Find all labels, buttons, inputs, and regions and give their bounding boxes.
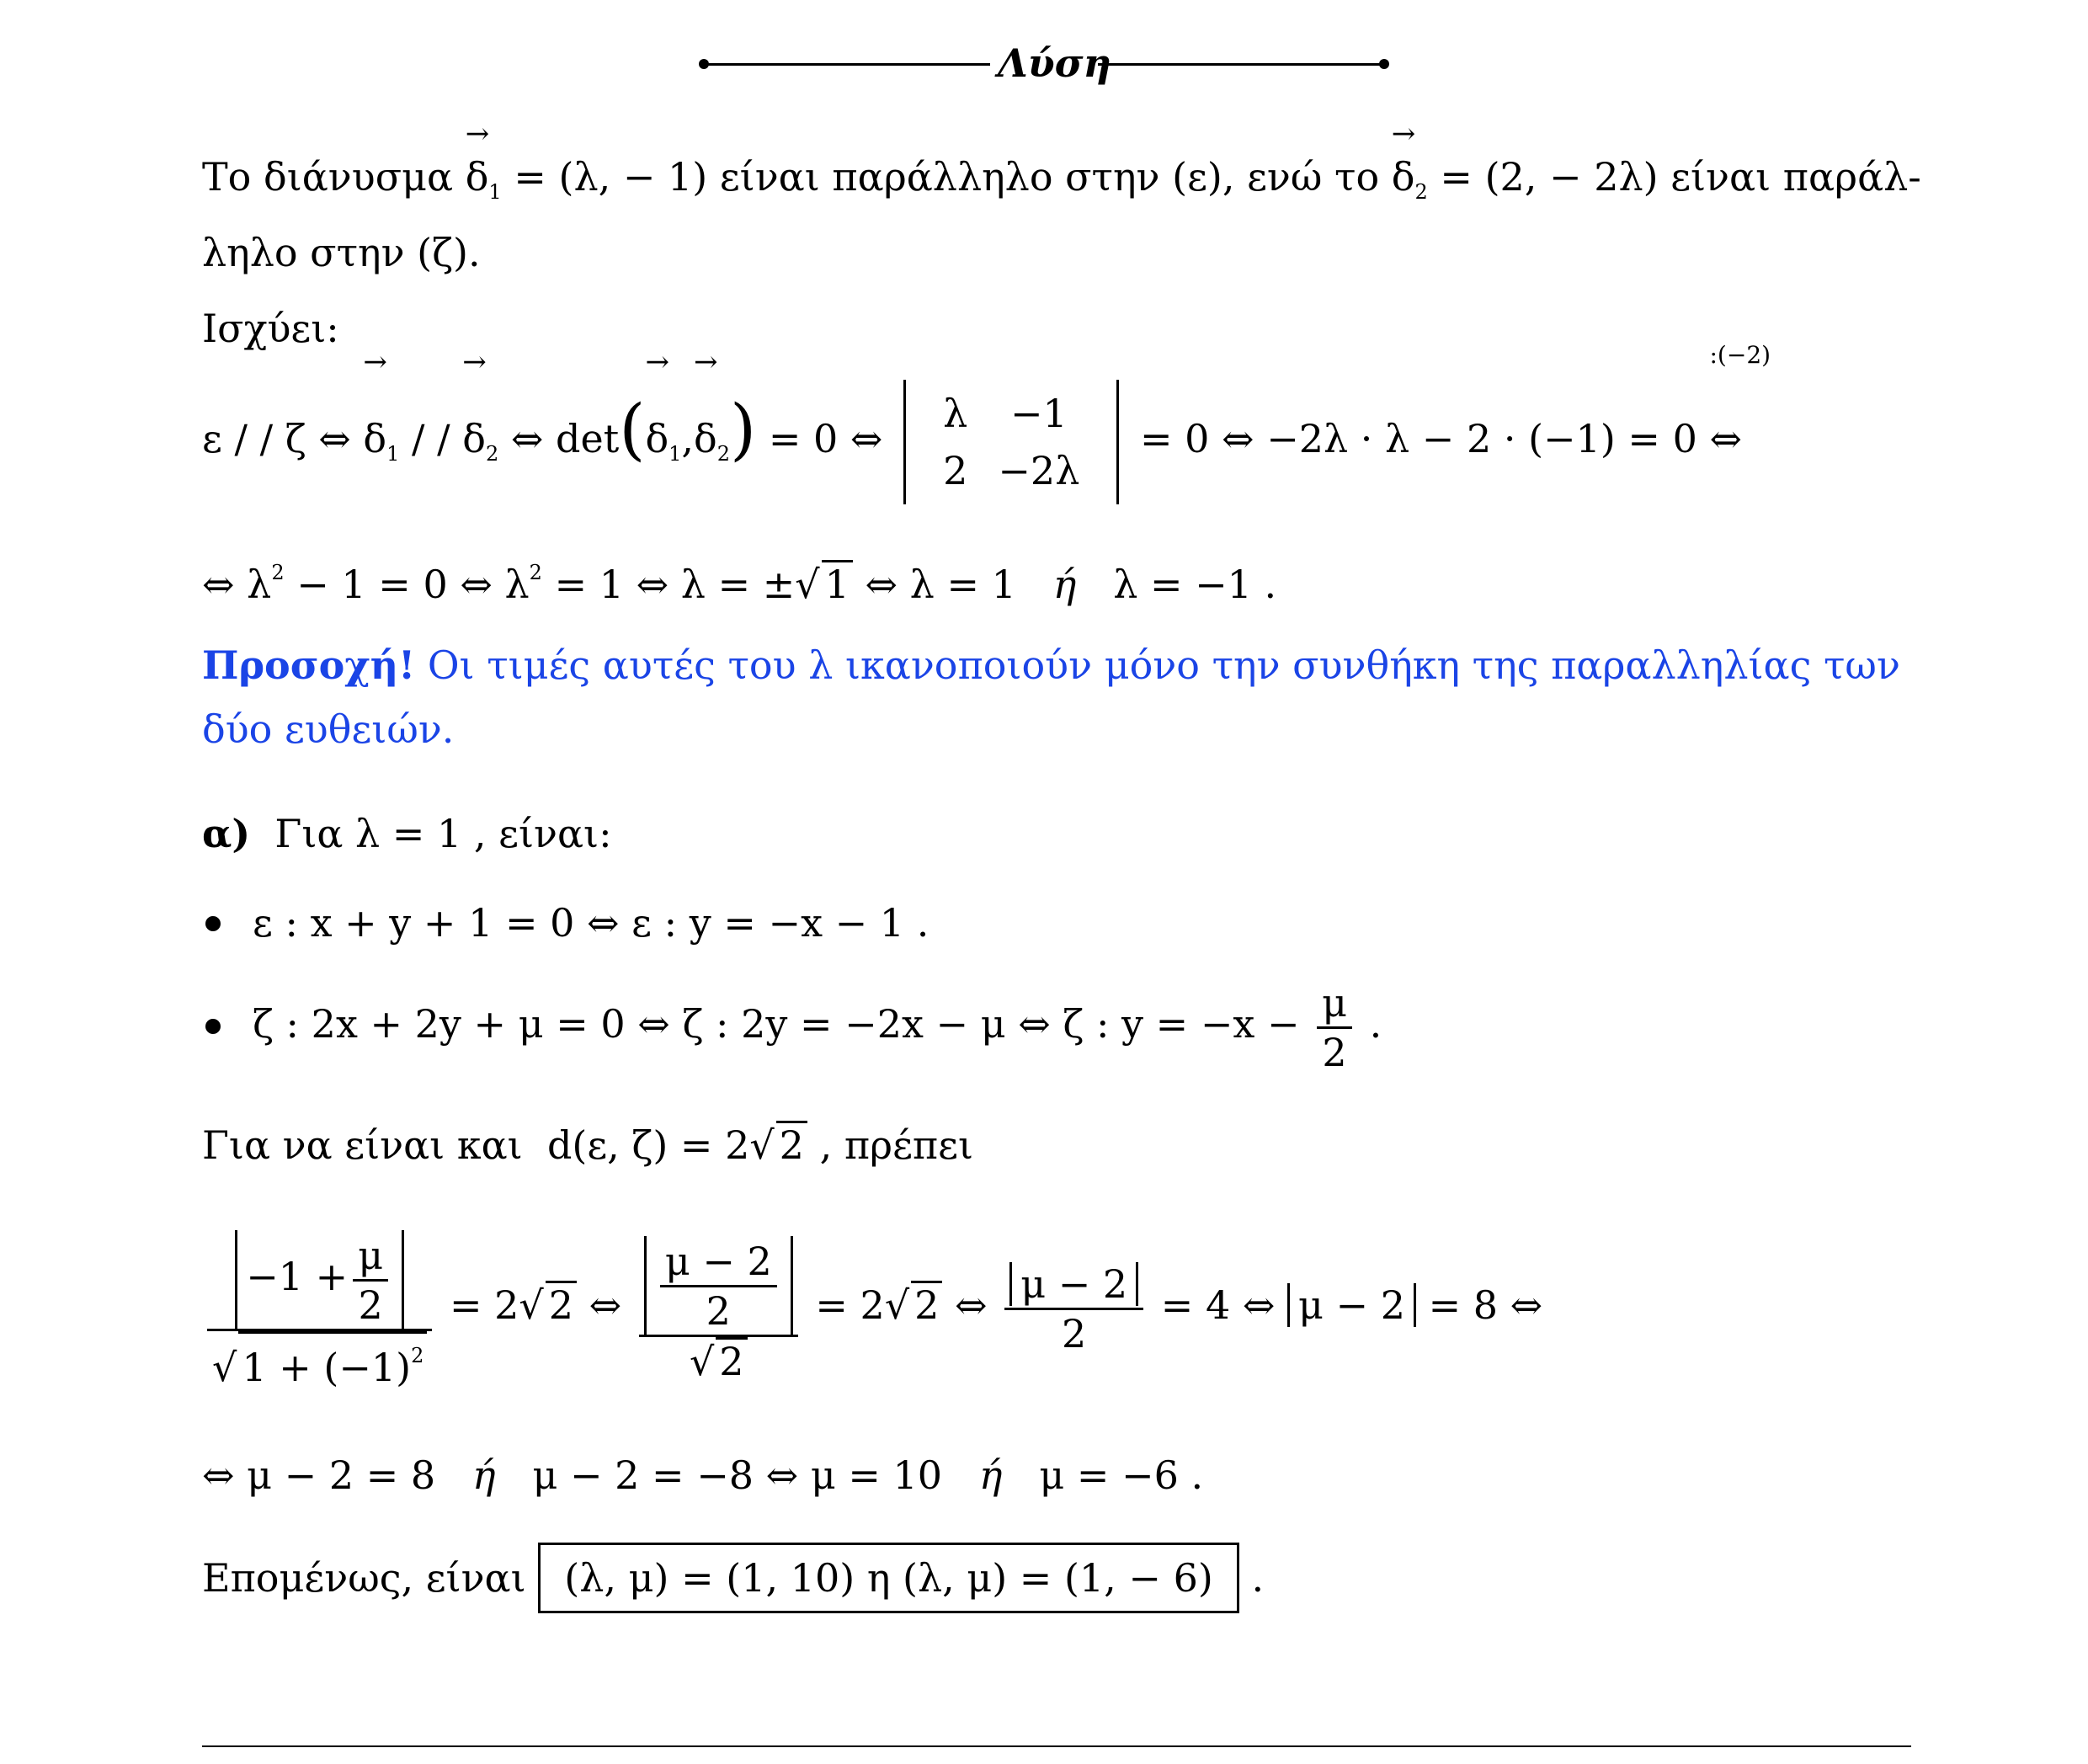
eq1-parallel: / /	[412, 416, 450, 461]
part-a-text: Για λ = 1 , είναι:	[274, 811, 612, 856]
f1-den: 1 + (−1)	[242, 1344, 412, 1390]
sqrt-radicand: 1	[822, 560, 853, 606]
det-open-paren: (	[619, 390, 646, 468]
eq1-start: ε / / ζ ⇔	[202, 416, 351, 461]
title-left-rule	[704, 63, 990, 66]
sqrt-sign: √	[212, 1344, 237, 1390]
distance-condition	[202, 1120, 973, 1170]
matrix-cell: 2	[943, 448, 968, 493]
eq4-or: ή	[978, 1452, 1003, 1498]
det-vector-d2: → $\delta_2$	[694, 380, 730, 513]
part-a	[202, 808, 612, 859]
eq1-divide-arrow: :(−2) ⇔	[1709, 341, 1771, 461]
sqrt-sign: √	[519, 1282, 544, 1328]
fraction-distance-formula: −1 + $\frac{\mu}{2}$ √ $1 + (-1)^2$	[207, 1226, 432, 1391]
eq2-or: ή	[1052, 562, 1077, 607]
eq3-equals: = 2	[815, 1282, 885, 1328]
abs-mu-minus-2: μ − 2	[1287, 1283, 1416, 1327]
title-right-rule	[1098, 63, 1384, 66]
eq4-part: μ = −6 .	[1039, 1452, 1204, 1498]
eq1-vector-d2: → $\delta_2$	[462, 380, 498, 513]
eq2-part: ⇔ λ	[202, 562, 272, 607]
determinant-matrix	[903, 380, 1119, 504]
attention-label: Προσοχή!	[202, 642, 416, 688]
vector-d1-value: = (λ, − 1)	[514, 154, 708, 200]
eq3-arrow: ⇔	[955, 1282, 988, 1328]
equation-mu	[202, 1450, 1203, 1500]
page-title: Λύση	[998, 40, 1111, 86]
distance-suffix: , πρέπει	[819, 1122, 974, 1168]
fraction-abs-over-2: $\frac{\mu - 2}{2}$	[1004, 1260, 1143, 1357]
vector-d1: → $\delta_1$	[466, 152, 502, 217]
equation-lambda	[202, 547, 1276, 610]
equation-determinant	[202, 341, 1771, 493]
title-bar	[690, 34, 1398, 93]
det-close-paren: )	[730, 390, 757, 468]
eq4-part: ⇔ μ − 2 = 8	[202, 1452, 436, 1498]
eq2-part: − 1 = 0 ⇔ λ	[296, 562, 530, 607]
f1-num: −1 +	[246, 1254, 349, 1300]
vector-d2: → $\delta_2$	[1392, 152, 1428, 217]
eq1-det: ⇔ det	[510, 416, 620, 461]
sqrt-sign: √	[795, 562, 820, 607]
equation-distance	[202, 1204, 1542, 1406]
sqrt-sign: √	[749, 1122, 775, 1168]
det-comma: ,	[681, 416, 695, 461]
matrix-cell: −2λ	[998, 448, 1080, 493]
bullet-icon	[205, 1019, 221, 1034]
conclusion-prefix: Επομένως, είναι	[202, 1555, 526, 1601]
fraction-abs-over-sqrt: $\frac{\frac{\mu - 2}{2}}{√ 2}$	[639, 1232, 798, 1385]
eq2-part: ⇔ λ = 1	[865, 562, 1016, 607]
attention-text: Οι τιμές αυτές του λ ικανοποιούν μόνο την συνθήκη της παραλληλίας των	[427, 642, 1900, 688]
eq3-equals: = 4 ⇔	[1160, 1282, 1276, 1328]
eq1-vector-d1: → $\delta_1$	[363, 380, 399, 513]
matrix-cell: −1	[1009, 391, 1068, 436]
eq1-after-matrix: = 0 ⇔ −2λ · λ − 2 · (−1) = 0	[1139, 416, 1697, 461]
paragraph-line-1	[202, 152, 1921, 217]
eq3-arrow: ⇔	[589, 1282, 622, 1328]
sqrt-radicand: 2	[546, 1281, 577, 1327]
sqrt-radicand: 2	[911, 1281, 942, 1327]
bullet-1-text: ε : x + y + 1 = 0 ⇔ ε : y = −x − 1 .	[253, 900, 929, 946]
text-suffix: είναι παράλ-	[1670, 154, 1921, 200]
eq2-sup: 2	[529, 561, 542, 584]
sqrt-sign: √	[884, 1282, 910, 1328]
text-prefix: Το διάνυσμα	[202, 154, 454, 200]
part-a-label: α)	[202, 811, 251, 856]
title-right-dot	[1379, 59, 1389, 69]
conclusion-end: .	[1251, 1555, 1265, 1601]
eq4-or: ή	[472, 1452, 496, 1498]
sqrt-radicand: 2	[776, 1121, 807, 1167]
bullet-icon	[205, 916, 221, 931]
fraction-mu-over-2: $\frac{\mu}{2}$	[1317, 979, 1352, 1076]
attention-line-1	[202, 640, 1900, 690]
eq1-after-det: = 0 ⇔	[768, 416, 883, 461]
distance-expr: d(ε, ζ) = 2	[546, 1122, 750, 1168]
divide-note: :(−2)	[1709, 341, 1771, 369]
conclusion	[202, 1543, 1264, 1613]
eq2-sup: 2	[271, 561, 285, 584]
bullet-2-end: .	[1369, 1001, 1382, 1047]
boxed-answer: (λ, μ) = (1, 10) η (λ, μ) = (1, − 6)	[538, 1543, 1239, 1613]
vector-d2-value: = (2, − 2λ)	[1440, 154, 1659, 200]
attention-line-2: δύο ευθειών.	[202, 706, 455, 752]
distance-prefix: Για να είναι και	[202, 1122, 523, 1168]
det-vector-d1: → $\delta_1$	[645, 380, 681, 513]
eq2-part: = 1 ⇔ λ = ±	[554, 562, 796, 607]
bullet-2-main: ζ : 2x + 2y + μ = 0 ⇔ ζ : 2y = −2x − μ ⇔ ζ : y = −x −	[253, 1001, 1300, 1047]
bullet-2-text	[253, 977, 1382, 1076]
text-mid: είναι παράλληλο στην (ε), ενώ το	[719, 154, 1380, 200]
bottom-rule	[202, 1745, 1911, 1747]
matrix-cell: λ	[943, 391, 968, 436]
paragraph-line-2: ληλο στην (ζ).	[202, 230, 481, 275]
eq2-part: λ = −1 .	[1113, 562, 1277, 607]
eq3-equals: = 8 ⇔	[1428, 1282, 1543, 1328]
eq4-part: μ − 2 = −8 ⇔ μ = 10	[532, 1452, 943, 1498]
eq3-equals: = 2	[449, 1282, 519, 1328]
holds-label: Ισχύει:	[202, 306, 339, 351]
sqrt-sign: √	[689, 1338, 715, 1384]
